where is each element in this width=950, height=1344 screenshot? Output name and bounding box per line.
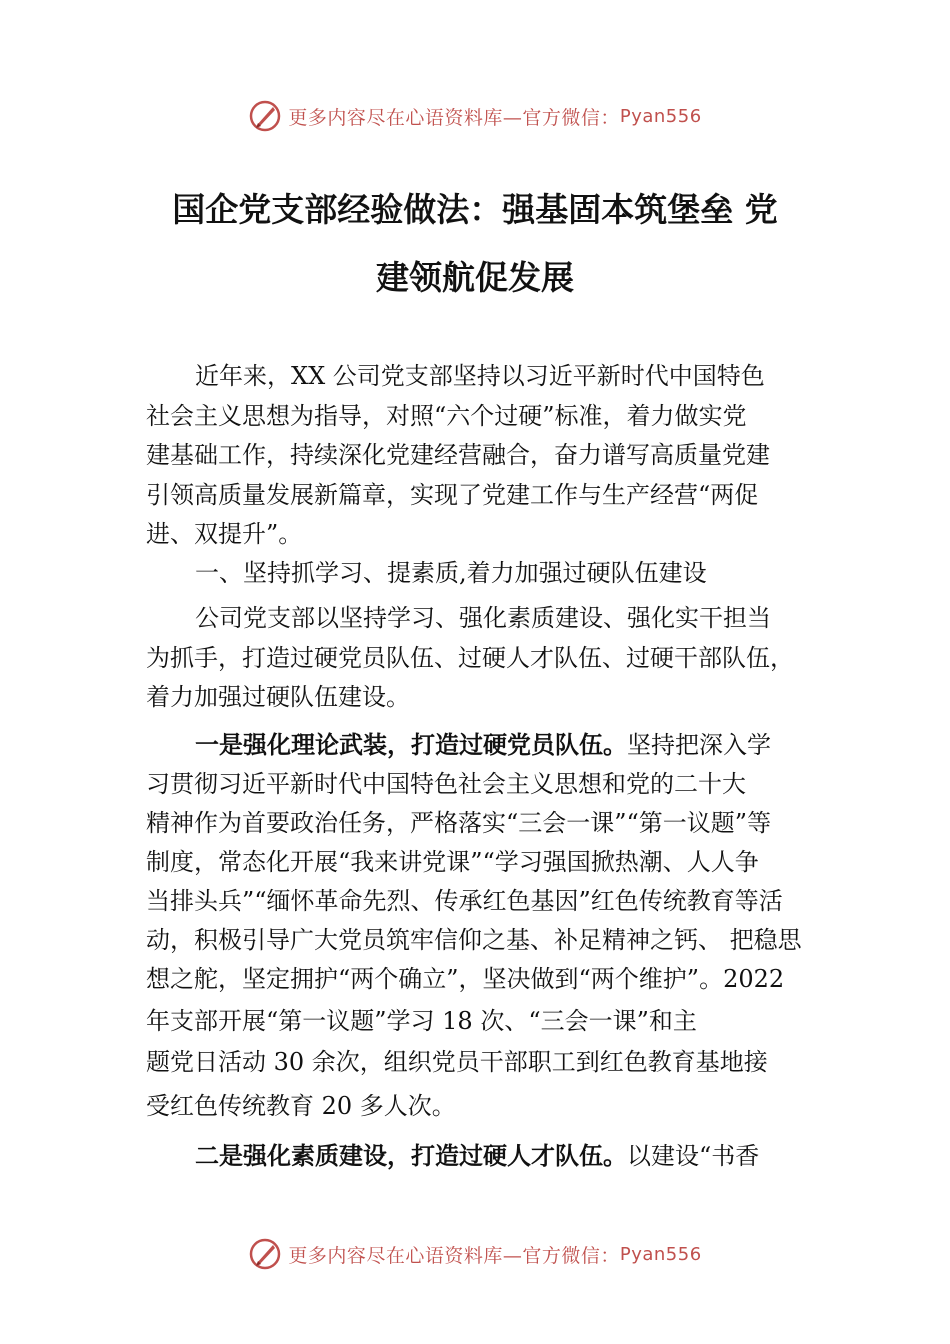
point1-line: 制度，常态化开展“我来讲党课”“学习强国掀热潮、人人争	[146, 848, 759, 876]
quill-pen-seal-icon	[248, 99, 282, 133]
point1-line: 动，积极引导广大党员筑牢信仰之基、补足精神之钙、 把稳思	[146, 926, 802, 954]
point1-line: 想之舵，坚定拥护“两个确立”，坚决做到“两个维护”。2022	[146, 965, 785, 993]
section-heading: 一、坚持抓学习、提素质,着力加强过硬队伍建设	[195, 559, 707, 587]
watermark-text: 更多内容尽在心语资料库—官方微信：	[288, 106, 620, 129]
header-watermark	[0, 96, 950, 136]
intro-line: 建基础工作，持续深化党建经营融合，奋力谱写高质量党建	[146, 441, 770, 469]
quill-pen-seal-icon	[248, 1237, 282, 1271]
watermark-text: 更多内容尽在心语资料库—官方微信：	[288, 1244, 620, 1267]
document-title-line-2: 建领航促发展	[376, 258, 574, 297]
document-title-line-1: 国企党支部经验做法：强基固本筑堡垒 党	[172, 190, 778, 229]
point2-first-text: 以建设“书香	[627, 1142, 760, 1170]
watermark-wechat-id: Pyan556	[619, 1243, 702, 1265]
intro-line: 社会主义思想为指导，对照“六个过硬”标准，着力做实党	[146, 402, 747, 430]
point2-lead: 二是强化素质建设，打造过硬人才队伍。	[195, 1142, 627, 1170]
intro-line: 进、双提升”。	[146, 520, 303, 548]
point1-lead: 一是强化理论武装，打造过硬党员队伍。	[195, 731, 627, 759]
point1-line: 年支部开展“第一议题”学习 18 次、“三会一课”和主	[146, 1007, 697, 1035]
point1-first-text: 坚持把深入学	[627, 731, 771, 759]
intro-line: 近年来，XX 公司党支部坚持以习近平新时代中国特色	[195, 362, 765, 390]
section-intro-line: 公司党支部以坚持学习、强化素质建设、强化实干担当	[195, 604, 771, 632]
point2-first-line	[195, 1141, 759, 1171]
point1-line: 习贯彻习近平新时代中国特色社会主义思想和党的二十大	[146, 770, 746, 798]
point1-line: 受红色传统教育 20 多人次。	[146, 1092, 456, 1120]
intro-line: 引领高质量发展新篇章，实现了党建工作与生产经营“两促	[146, 481, 759, 509]
section-intro-line: 为抓手，打造过硬党员队伍、过硬人才队伍、过硬干部队伍，	[146, 644, 794, 672]
footer-watermark	[0, 1234, 950, 1274]
point1-first-line	[195, 730, 771, 760]
watermark-wechat-id: Pyan556	[619, 105, 702, 127]
section-intro-line: 着力加强过硬队伍建设。	[146, 683, 410, 711]
point1-line: 精神作为首要政治任务，严格落实“三会一课”“第一议题”等	[146, 809, 772, 837]
point1-line: 题党日活动 30 余次，组织党员干部职工到红色教育基地接	[146, 1048, 768, 1076]
point1-line: 当排头兵”“缅怀革命先烈、传承红色基因”红色传统教育等活	[146, 887, 783, 915]
